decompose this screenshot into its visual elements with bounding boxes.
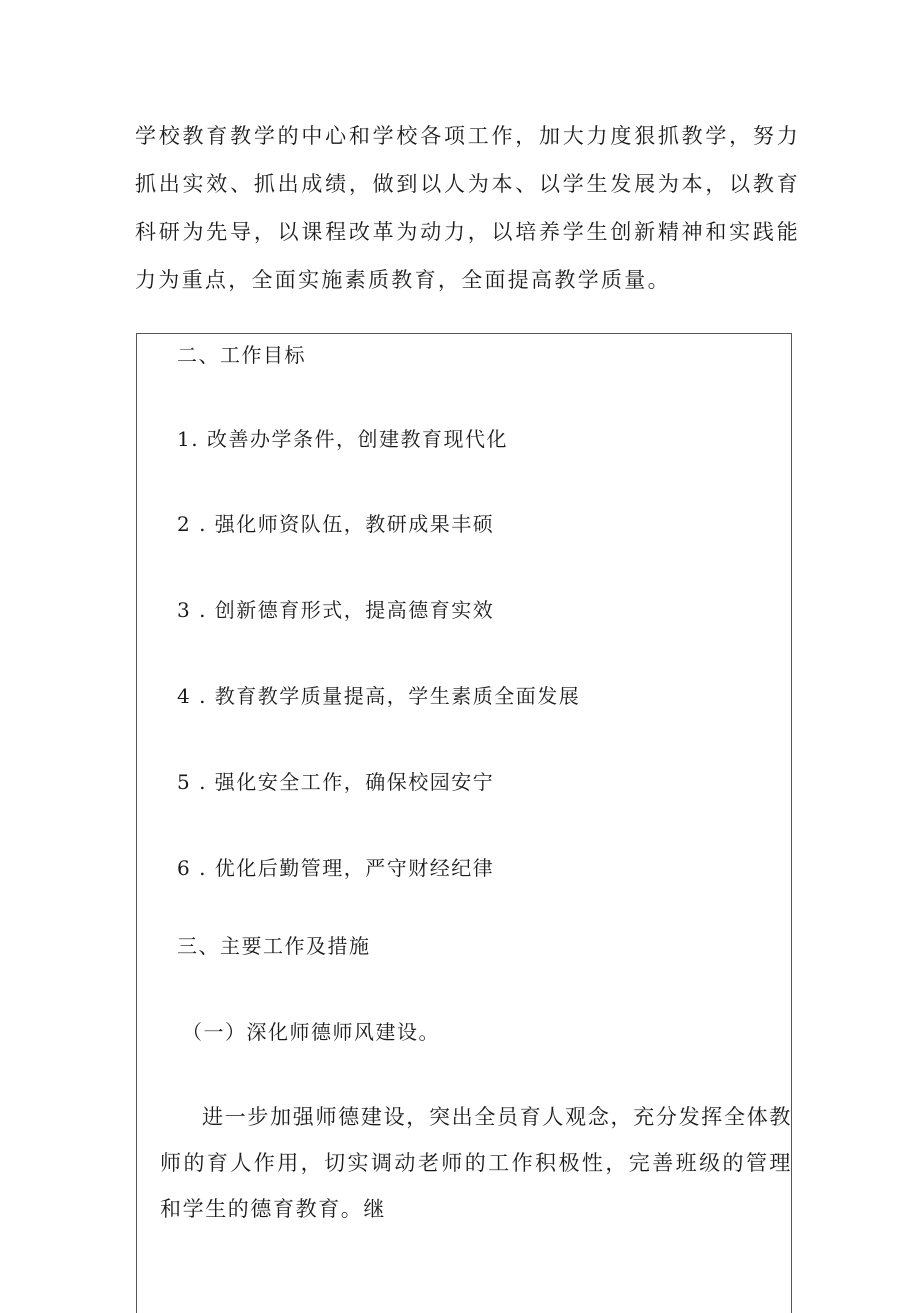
goal-item-4: 4 . 教育教学质量提高，学生素质全面发展	[177, 684, 581, 708]
goal-item-2: 2 . 强化师资队伍，教研成果丰硕	[177, 512, 495, 536]
intro-paragraph: 学校教育教学的中心和学校各项工作，加大力度狠抓教学，努力抓出实效、抓出成绩，做到以人为本、以学生发展为本，以教育科研为先导，以课程改革为动力，以培养学生创新精神和实践能力为重点，全面实施素质教育，全面提高教学质量。	[135, 124, 800, 292]
subsection-heading-ethics: （一）深化师德师风建设。	[182, 1020, 440, 1044]
goal-item-3: 3 . 创新德育形式，提高德育实效	[177, 598, 495, 622]
section-heading-goals: 二、工作目标	[177, 343, 306, 367]
section-heading-measures: 三、主要工作及措施	[177, 934, 371, 958]
ethics-paragraph: 进一步加强师德建设，突出全员育人观念，充分发挥全体教师的育人作用，切实调动老师的工作积极性，完善班级的管理和学生的德育教育。继	[160, 1105, 792, 1221]
goal-item-1: 1. 改善办学条件，创建教育现代化	[177, 427, 508, 451]
goal-item-6: 6 . 优化后勤管理，严守财经纪律	[177, 856, 495, 880]
goal-item-5: 5 . 强化安全工作，确保校园安宁	[177, 770, 495, 794]
